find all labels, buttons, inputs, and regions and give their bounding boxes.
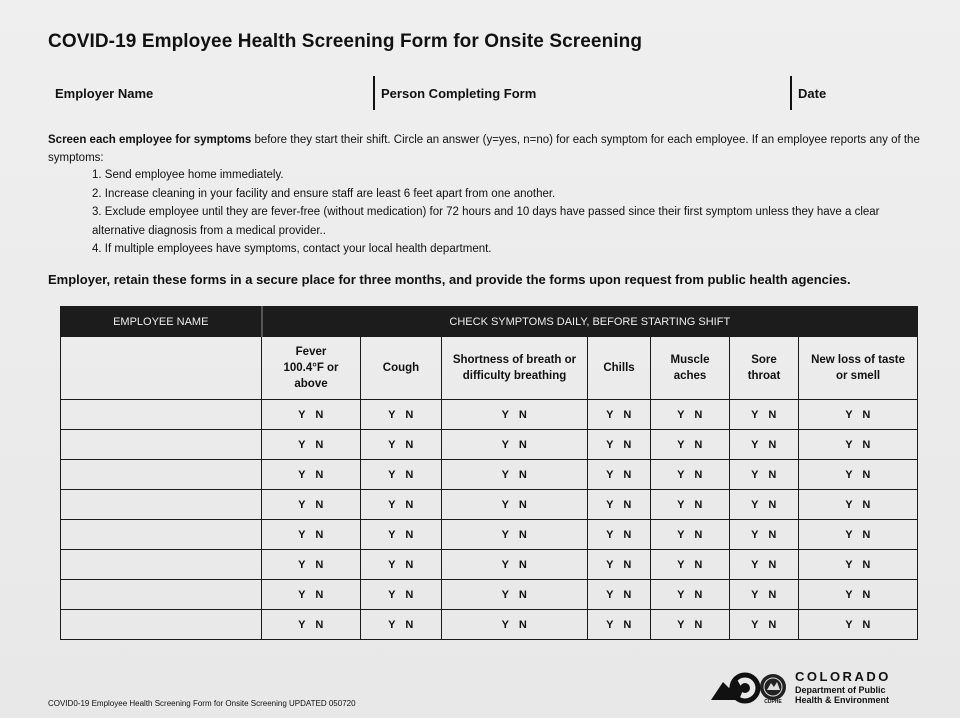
yes-no-answer-cell[interactable]: Y N xyxy=(262,460,361,490)
page-title: COVID-19 Employee Health Screening Form for Onsite Screening xyxy=(48,31,643,52)
yes-no-answer-cell[interactable]: Y N xyxy=(799,490,918,520)
yes-no-answer-cell[interactable]: Y N xyxy=(442,580,588,610)
yes-no-answer-cell[interactable]: Y N xyxy=(588,430,651,460)
yes-no-answer-cell[interactable]: Y N xyxy=(262,430,361,460)
colorado-wordmark: COLORADO xyxy=(795,669,891,684)
person-completing-label: Person Completing Form xyxy=(381,86,537,101)
yes-no-answer-cell[interactable]: Y N xyxy=(361,520,442,550)
col-fever: Fever 100.4°F or above xyxy=(262,337,361,400)
employee-name-cell[interactable] xyxy=(61,400,262,430)
step-item: 4. If multiple employees have symptoms, contact your local health department. xyxy=(92,243,492,256)
seal-label: CDPHE xyxy=(764,699,782,705)
table-row xyxy=(61,580,918,610)
col-muscle-aches: Muscle aches xyxy=(651,337,730,400)
yes-no-answer-cell[interactable]: Y N xyxy=(361,490,442,520)
employee-name-column-blank xyxy=(61,337,262,400)
employee-name-cell[interactable] xyxy=(61,430,262,460)
yes-no-answer-cell[interactable]: Y N xyxy=(442,550,588,580)
field-divider xyxy=(373,76,375,110)
employee-name-cell[interactable] xyxy=(61,610,262,640)
yes-no-answer-cell[interactable]: Y N xyxy=(361,400,442,430)
yes-no-answer-cell[interactable]: Y N xyxy=(442,520,588,550)
table-row xyxy=(61,490,918,520)
yes-no-answer-cell[interactable]: Y N xyxy=(730,400,799,430)
yes-no-answer-cell[interactable]: Y N xyxy=(262,400,361,430)
yes-no-answer-cell[interactable]: Y N xyxy=(799,430,918,460)
table-row xyxy=(61,430,918,460)
col-sore-throat: Sore throat xyxy=(730,337,799,400)
col-chills: Chills xyxy=(588,337,651,400)
dept-line-1: Department of Public xyxy=(795,685,886,695)
yes-no-answer-cell[interactable]: Y N xyxy=(799,580,918,610)
table-row xyxy=(61,550,918,580)
employee-name-cell[interactable] xyxy=(61,580,262,610)
yes-no-answer-cell[interactable]: Y N xyxy=(588,400,651,430)
table-row xyxy=(61,400,918,430)
footer-note: COVID0-19 Employee Health Screening Form for Onsite Screening UPDATED 050720 xyxy=(48,699,356,708)
yes-no-answer-cell[interactable]: Y N xyxy=(442,400,588,430)
yes-no-answer-cell[interactable]: Y N xyxy=(588,580,651,610)
symptom-columns-row xyxy=(61,337,918,400)
yes-no-answer-cell[interactable]: Y N xyxy=(799,610,918,640)
yes-no-answer-cell[interactable]: Y N xyxy=(262,550,361,580)
employee-name-cell[interactable] xyxy=(61,460,262,490)
step-item: 2. Increase cleaning in your facility and ensure staff are least 6 feet apart from one another. xyxy=(92,187,556,200)
screening-table xyxy=(60,306,918,640)
yes-no-answer-cell[interactable]: Y N xyxy=(442,610,588,640)
yes-no-answer-cell[interactable]: Y N xyxy=(361,580,442,610)
yes-no-answer-cell[interactable]: Y N xyxy=(651,610,730,640)
employee-name-header: EMPLOYEE NAME xyxy=(61,307,262,337)
yes-no-answer-cell[interactable]: Y N xyxy=(262,490,361,520)
yes-no-answer-cell[interactable]: Y N xyxy=(730,490,799,520)
yes-no-answer-cell[interactable]: Y N xyxy=(588,460,651,490)
yes-no-answer-cell[interactable]: Y N xyxy=(730,550,799,580)
employee-name-cell[interactable] xyxy=(61,520,262,550)
step-item: 1. Send employee home immediately. xyxy=(92,169,284,181)
yes-no-answer-cell[interactable]: Y N xyxy=(651,430,730,460)
yes-no-answer-cell[interactable]: Y N xyxy=(588,550,651,580)
yes-no-answer-cell[interactable]: Y N xyxy=(730,430,799,460)
yes-no-answer-cell[interactable]: Y N xyxy=(442,430,588,460)
table-banner-row xyxy=(61,307,918,337)
dept-line-2: Health & Environment xyxy=(795,695,890,705)
yes-no-answer-cell[interactable]: Y N xyxy=(262,520,361,550)
col-shortness-of-breath: Shortness of breath or difficulty breathing xyxy=(442,337,588,400)
steps-list xyxy=(92,166,922,259)
col-cough: Cough xyxy=(361,337,442,400)
instructions xyxy=(48,131,928,167)
symptoms-header: CHECK SYMPTOMS DAILY, BEFORE STARTING SHIFT xyxy=(262,307,918,337)
yes-no-answer-cell[interactable]: Y N xyxy=(262,580,361,610)
yes-no-answer-cell[interactable]: Y N xyxy=(730,460,799,490)
field-divider xyxy=(790,76,792,110)
instructions-text: before they start their shift. Circle an answer (y=yes, n=no) for each symptom for each employee. If an employee reports any of the symptoms: xyxy=(48,134,920,164)
yes-no-answer-cell[interactable]: Y N xyxy=(361,550,442,580)
yes-no-answer-cell[interactable]: Y N xyxy=(799,550,918,580)
retain-note: Employer, retain these forms in a secure place for three months, and provide the forms upon request from public health agencies. xyxy=(48,272,851,287)
employee-name-cell[interactable] xyxy=(61,550,262,580)
table-row xyxy=(61,610,918,640)
yes-no-answer-cell[interactable]: Y N xyxy=(588,610,651,640)
yes-no-answer-cell[interactable]: Y N xyxy=(588,490,651,520)
yes-no-answer-cell[interactable]: Y N xyxy=(442,460,588,490)
table-row xyxy=(61,520,918,550)
yes-no-answer-cell[interactable]: Y N xyxy=(799,460,918,490)
colorado-dept-text xyxy=(795,669,891,705)
yes-no-answer-cell[interactable]: Y N xyxy=(262,610,361,640)
yes-no-answer-cell[interactable]: Y N xyxy=(651,580,730,610)
step-item: 3. Exclude employee until they are fever-free (without medication) for 72 hours and 10 days have passed since their first symptom unless they have a clear alternative diagnosis from a medical provider.. xyxy=(92,206,880,237)
yes-no-answer-cell[interactable]: Y N xyxy=(361,460,442,490)
yes-no-answer-cell[interactable]: Y N xyxy=(730,610,799,640)
yes-no-answer-cell[interactable]: Y N xyxy=(730,520,799,550)
colorado-co-icon xyxy=(709,670,791,706)
yes-no-answer-cell[interactable]: Y N xyxy=(588,520,651,550)
colorado-logo xyxy=(709,670,791,711)
yes-no-answer-cell[interactable]: Y N xyxy=(651,550,730,580)
yes-no-answer-cell[interactable]: Y N xyxy=(361,610,442,640)
employer-name-label: Employer Name xyxy=(55,86,154,101)
yes-no-answer-cell[interactable]: Y N xyxy=(442,490,588,520)
yes-no-answer-cell[interactable]: Y N xyxy=(651,460,730,490)
yes-no-answer-cell[interactable]: Y N xyxy=(651,490,730,520)
yes-no-answer-cell[interactable]: Y N xyxy=(799,400,918,430)
instructions-bold: Screen each employee for symptoms xyxy=(48,134,252,146)
table-row xyxy=(61,460,918,490)
yes-no-answer-cell[interactable]: Y N xyxy=(651,520,730,550)
employee-name-cell[interactable] xyxy=(61,490,262,520)
col-loss-of-taste: New loss of taste or smell xyxy=(799,337,918,400)
yes-no-answer-cell[interactable]: Y N xyxy=(361,430,442,460)
yes-no-answer-cell[interactable]: Y N xyxy=(651,400,730,430)
yes-no-answer-cell[interactable]: Y N xyxy=(799,520,918,550)
yes-no-answer-cell[interactable]: Y N xyxy=(730,580,799,610)
date-label: Date xyxy=(798,86,827,101)
